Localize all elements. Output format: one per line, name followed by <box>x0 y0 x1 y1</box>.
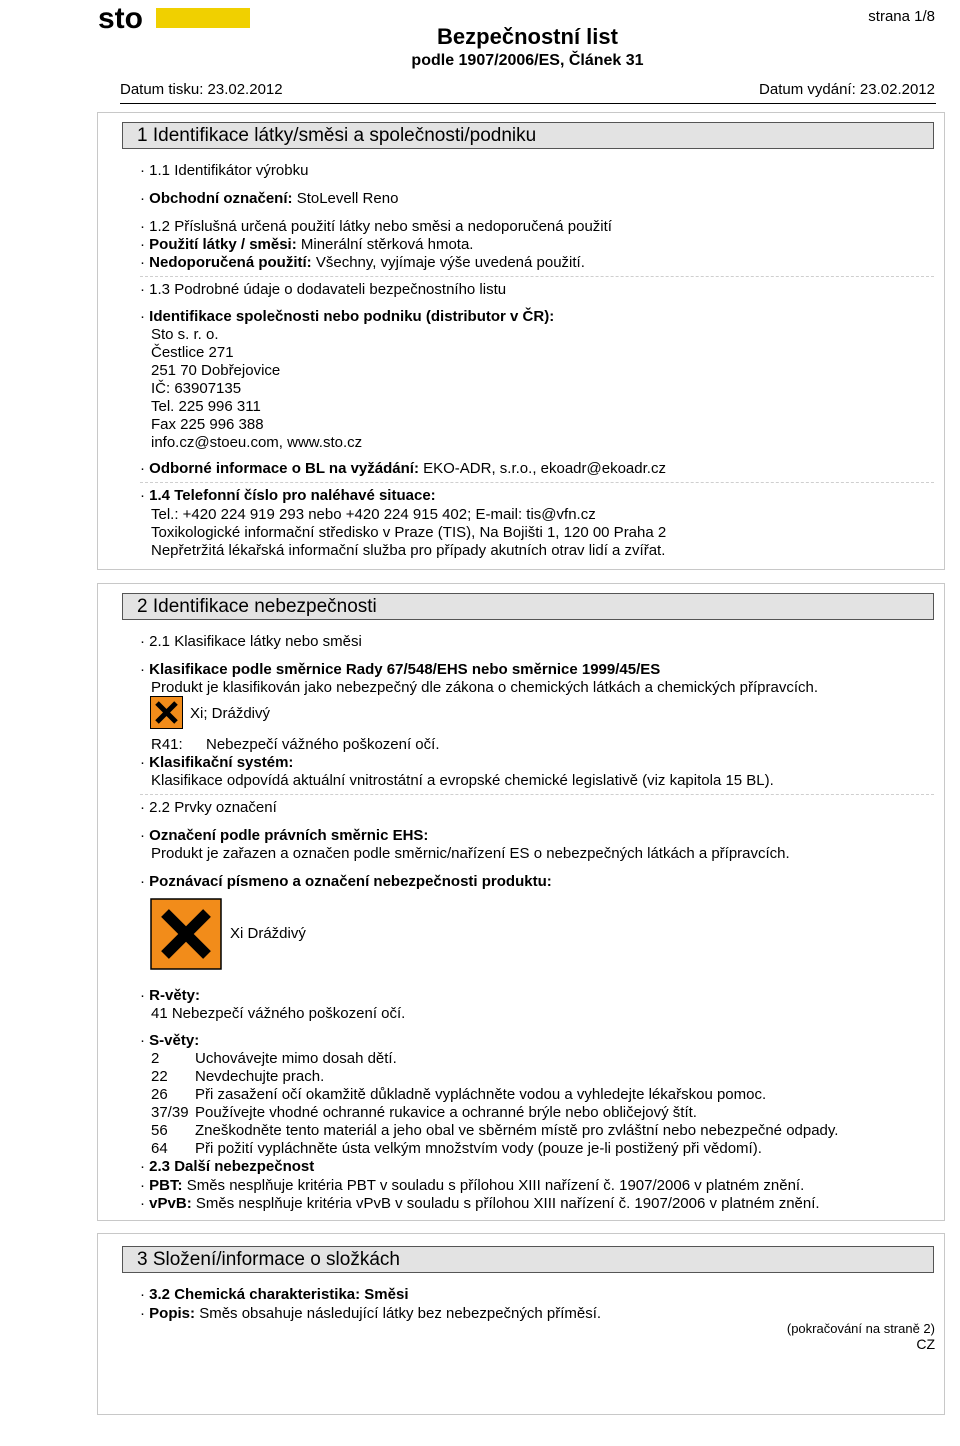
r41-line: R41: Nebezpečí vážného poškození očí. <box>151 736 440 753</box>
description-line: · Popis: Směs obsahuje následující látky bez nebezpečných příměsí. <box>140 1305 602 1322</box>
directive-text: Produkt je klasifikován jako nebezpečný dle zákona o chemických látkách a chemických přípravcích. <box>151 679 818 696</box>
header-divider <box>120 103 936 104</box>
subsection-1-2: · 1.2 Příslušná určená použití látky nebo směsi a nedoporučená použití <box>140 218 612 235</box>
address-line: IČ: 63907135 <box>151 380 242 397</box>
irritant-hazard-icon <box>150 696 183 729</box>
directive-label: · Klasifikace podle směrnice Rady 67/548/EHS nebo směrnice 1999/45/ES <box>140 661 661 678</box>
vpvb-line: · vPvB: Směs nesplňuje kritéria vPvB v souladu s přílohou XIII nařízení č. 1907/2006 v platném znění. <box>140 1195 820 1212</box>
section-2-heading: 2 Identifikace nebezpečnosti <box>122 593 934 620</box>
expert-info-line: · Odborné informace o BL na vyžádání: EKO-ADR, s.r.o., ekoadr@ekoadr.cz <box>140 460 666 477</box>
page-number: strana 1/8 <box>868 8 935 25</box>
hazard-symbol-label: Xi; Dráždivý <box>190 705 271 722</box>
ehs-label: · Označení podle právních směrnic EHS: <box>140 827 429 844</box>
s-phrase-line: 64 Při požití vypláchněte ústa velkým množstvím vody (pouze je-li postižený při vědomí). <box>151 1140 762 1157</box>
not-recommended-line: · Nedoporučená použití: Všechny, vyjímaje výše uvedená použití. <box>140 254 585 271</box>
use-line: · Použití látky / směsi: Minerální stěrková hmota. <box>140 236 474 253</box>
subsection-3-2: · 3.2 Chemická charakteristika: Směsi <box>140 1286 409 1303</box>
s-phrases-label: · S-věty: <box>140 1032 200 1049</box>
ehs-text: Produkt je zařazen a označen podle směrnic/nařízení ES o nebezpečných látkách a přípravcích. <box>151 845 790 862</box>
r-phrases-label: · R-věty: <box>140 987 201 1004</box>
section-3-heading: 3 Složení/informace o složkách <box>122 1246 934 1273</box>
classification-system-label: · Klasifikační systém: <box>140 754 294 771</box>
r-phrase-line: 41 Nebezpečí vážného poškození očí. <box>151 1005 406 1022</box>
address-line: Fax 225 996 388 <box>151 416 264 433</box>
continuation-note: (pokračování na straně 2) <box>786 1321 935 1336</box>
language-code: CZ <box>916 1336 935 1352</box>
emergency-line: Toxikologické informační středisko v Praze (TIS), Na Bojišti 1, 120 00 Praha 2 <box>151 524 667 541</box>
subsection-2-1: · 2.1 Klasifikace látky nebo směsi <box>140 633 362 650</box>
pbt-line: · PBT: Směs nesplňuje kritéria PBT v souladu s přílohou XIII nařízení č. 1907/2006 v platném znění. <box>140 1177 805 1194</box>
company-label: · Identifikace společnosti nebo podniku (distributor v ČR): <box>140 308 555 325</box>
s-phrase-line: 56 Zneškodněte tento materiál a jeho obal ve sběrném místě pro zvláštní nebo nebezpečné odpady. <box>151 1122 839 1139</box>
address-line: 251 70 Dobřejovice <box>151 362 281 379</box>
emergency-line: Tel.: +420 224 919 293 nebo +420 224 915 402; E-mail: tis@vfn.cz <box>151 506 596 523</box>
irritant-hazard-icon <box>150 898 222 970</box>
address-line: Sto s. r. o. <box>151 326 219 343</box>
subsection-2-2: · 2.2 Prvky označení <box>140 799 277 816</box>
section-1-heading: 1 Identifikace látky/směsi a společnosti/podniku <box>122 122 934 149</box>
s-phrase-line: 2 Uchovávejte mimo dosah dětí. <box>151 1050 397 1067</box>
address-line: Tel. 225 996 311 <box>151 398 261 415</box>
s-phrase-line: 22 Nevdechujte prach. <box>151 1068 325 1085</box>
document-subtitle: podle 1907/2006/ES, Článek 31 <box>411 52 644 69</box>
address-line: Čestlice 271 <box>151 344 234 361</box>
trade-name-line: · Obchodní označení: StoLevell Reno <box>140 190 399 207</box>
emergency-line: Nepřetržitá lékařská informační služba pro případy akutních otrav lidí a zvířat. <box>151 542 666 559</box>
issue-date: Datum vydání: 23.02.2012 <box>759 81 935 98</box>
divider <box>140 276 934 277</box>
classification-system-text: Klasifikace odpovídá aktuální vnitrostátní a evropské chemické legislativě (viz kapitola 15 BL). <box>151 772 774 789</box>
divider <box>140 794 934 795</box>
subsection-2-3: · 2.3 Další nebezpečnost <box>140 1158 315 1175</box>
subsection-1-1: · 1.1 Identifikátor výrobku <box>140 162 309 179</box>
subsection-1-3: · 1.3 Podrobné údaje o dodavateli bezpečnostního listu <box>140 281 507 298</box>
s-phrase-line: 37/39 Používejte vhodné ochranné rukavice a ochranné brýle nebo obličejový štít. <box>151 1104 697 1121</box>
divider <box>140 482 934 483</box>
svg-text:sto: sto <box>98 4 143 34</box>
hazard-letter-label: · Poznávací písmeno a označení nebezpečnosti produktu: <box>140 873 552 890</box>
hazard-symbol-label: Xi Dráždivý <box>230 925 306 942</box>
print-date: Datum tisku: 23.02.2012 <box>120 81 283 98</box>
contact-links[interactable]: info.cz@stoeu.com, www.sto.cz <box>151 434 363 451</box>
document-title: Bezpečnostní list <box>437 24 618 49</box>
s-phrase-line: 26 Při zasažení očí okamžitě důkladně vypláchněte vodou a vyhledejte lékařskou pomoc. <box>151 1086 767 1103</box>
subsection-1-4: · 1.4 Telefonní číslo pro naléhavé situace: <box>140 487 436 504</box>
